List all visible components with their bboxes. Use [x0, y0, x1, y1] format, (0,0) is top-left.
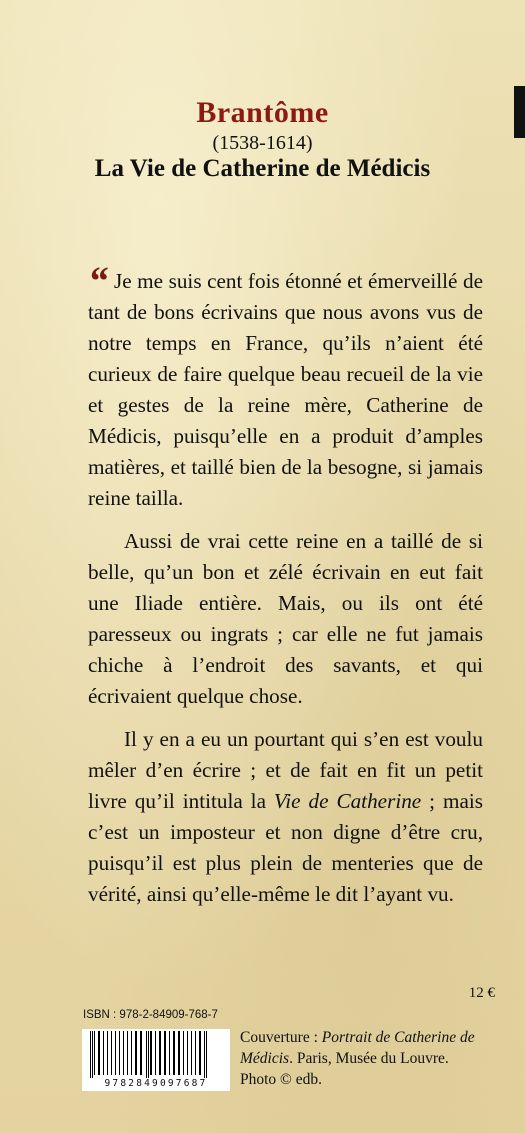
isbn-label: ISBN : 978-2-84909-768-7 — [83, 1009, 218, 1021]
barcode-bar — [206, 1031, 207, 1078]
barcode-bar — [119, 1031, 120, 1075]
barcode-bar — [195, 1031, 196, 1075]
barcode-bar — [135, 1031, 137, 1075]
excerpt-paragraph-2: Aussi de vrai cette reine en a taillé de si belle, qu’un bon et zélé écrivain en eut fait une Iliade entière. Mais, ou ils ont été paresseux ou ingrats ; car elle ne fut jamais chiche à l’endroit des savants, et qui écrivaient quelque chose. — [88, 529, 483, 708]
barcode-bar — [187, 1031, 188, 1075]
barcode-bar — [191, 1031, 192, 1075]
book-title: La Vie de Catherine de Médicis — [94, 155, 431, 182]
barcode-bar — [115, 1031, 116, 1075]
barcode-bar — [127, 1031, 128, 1075]
barcode-bar — [148, 1031, 149, 1078]
barcode-bar — [146, 1031, 147, 1078]
barcode-bar — [123, 1031, 124, 1075]
barcode-bar — [199, 1031, 201, 1075]
barcode-bar — [173, 1031, 175, 1075]
credit-label: Couverture : — [240, 1029, 322, 1046]
paragraph-3-text-start: Il y en a eu un pourtant qui s’en est voulu mêler d’en écrire ; et de fait en fit un petit livre qu’il intitula la — [88, 727, 483, 813]
barcode-bar — [94, 1031, 95, 1075]
credit-location: . Paris, Musée du Louvre. — [289, 1050, 449, 1067]
barcode-bar — [150, 1031, 152, 1075]
barcode-bar — [204, 1031, 205, 1078]
credit-work-title: Portrait de Catherine de Médicis — [240, 1029, 475, 1067]
barcode-bar — [111, 1031, 112, 1075]
barcode-bar — [107, 1031, 108, 1075]
barcode-bar — [140, 1031, 142, 1075]
author-name: Brantôme — [196, 96, 329, 129]
barcode-bar — [159, 1031, 161, 1075]
credit-photo: Photo © edb. — [240, 1071, 322, 1088]
author-years: (1538-1614) — [212, 132, 313, 154]
excerpt-paragraph-3 — [88, 724, 483, 910]
barcode-bar — [131, 1031, 132, 1075]
paragraph-1-text: Je me suis cent fois étonné et émerveillé de tant de bons écrivains que nous avons vus de notre temps en France, qu’ils n’aient été curieux de faire quelque beau recueil de la vie et gestes de la reine mère, Catherine de Médicis, puisqu’elle en a produit d’amples matières, et taillé bien de la besogne, si jamais reine tailla. — [88, 269, 483, 510]
paragraph-3-book-title: Vie de Catherine — [273, 789, 422, 813]
barcode-bars — [82, 1029, 230, 1079]
barcode-bar — [169, 1031, 170, 1075]
barcode-bar — [178, 1031, 180, 1075]
barcode-bar — [92, 1031, 93, 1078]
barcode-digits: 9782849097687 — [82, 1078, 230, 1089]
excerpt-text — [88, 258, 483, 922]
barcode-bar — [90, 1031, 91, 1078]
price-label: 12 € — [468, 985, 495, 1001]
barcode-bar — [164, 1031, 166, 1075]
barcode-bar — [103, 1031, 104, 1075]
barcode-bar — [183, 1031, 184, 1075]
barcode — [82, 1029, 230, 1091]
barcode-bar — [98, 1031, 100, 1075]
paragraph-3-text-end: ; mais c’est un imposteur et non digne d’être cru, puisqu’il est plus plein de menteries que de vérité, ainsi qu’elle-même le dit l’ayant vu. — [88, 789, 483, 906]
barcode-bar — [155, 1031, 156, 1075]
excerpt-paragraph-1 — [88, 258, 483, 514]
open-quote-icon: “ — [88, 258, 108, 303]
cover-credit — [240, 1027, 505, 1090]
